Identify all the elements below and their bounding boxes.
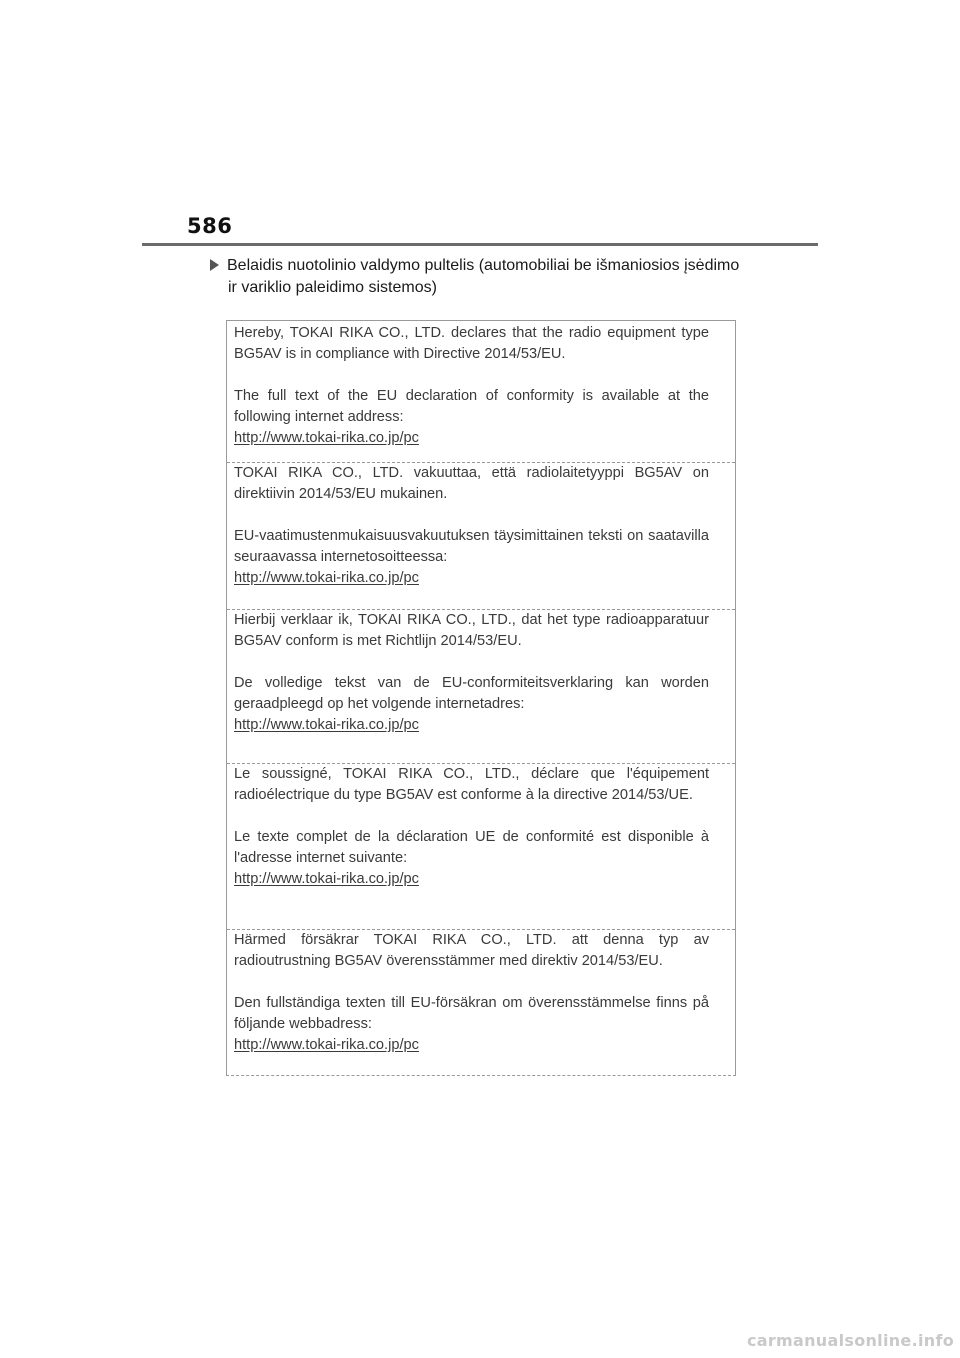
header-rule bbox=[142, 243, 818, 246]
declaration-statement: Hereby, TOKAI RIKA CO., LTD. declares that the radio equipment type BG5AV is in compliance with Directive 2014/53/EU. bbox=[234, 325, 709, 362]
declaration-statement: Härmed försäkrar TOKAI RIKA CO., LTD. att denna typ av radioutrustning BG5AV överensstämmer med direktiv 2014/53/EU. bbox=[234, 932, 709, 969]
declaration-statement: Hierbij verklaar ik, TOKAI RIKA CO., LTD., dat het type radioapparatuur BG5AV conform is met Richtlijn 2014/53/EU. bbox=[234, 612, 709, 649]
declaration-english bbox=[227, 323, 735, 449]
declaration-availability: De volledige tekst van de EU-conformiteitsverklaring kan worden geraadpleegd op het volgende internetadres: bbox=[234, 675, 709, 712]
watermark: carmanualsonline.info bbox=[746, 1331, 954, 1350]
declaration-swedish bbox=[227, 929, 735, 1056]
section-heading bbox=[210, 255, 770, 299]
page-number: 586 bbox=[187, 214, 233, 238]
declaration-statement: Le soussigné, TOKAI RIKA CO., LTD., déclare que l'équipement radioélectrique du type BG5AV est conforme à la directive 2014/53/UE. bbox=[234, 766, 709, 803]
declaration-availability: Den fullständiga texten till EU-försäkran om överensstämmelse finns på följande webbadress: bbox=[234, 995, 709, 1032]
declaration-availability: The full text of the EU declaration of conformity is available at the following internet address: bbox=[234, 388, 709, 425]
declaration-box bbox=[226, 320, 736, 1076]
declaration-availability: EU-vaatimustenmukaisuusvakuutuksen täysimittainen teksti on saatavilla seuraavassa internetosoitteessa: bbox=[234, 528, 709, 565]
declaration-availability: Le texte complet de la déclaration UE de conformité est disponible à l'adresse internet suivante: bbox=[234, 829, 709, 866]
declaration-link[interactable]: http://www.tokai-rika.co.jp/pc bbox=[234, 430, 419, 446]
heading-line-1: Belaidis nuotolinio valdymo pultelis (automobiliai be išmaniosios įsėdimo bbox=[227, 257, 740, 274]
declaration-link[interactable]: http://www.tokai-rika.co.jp/pc bbox=[234, 717, 419, 733]
heading-line-2: ir variklio paleidimo sistemos) bbox=[228, 279, 437, 296]
declaration-statement: TOKAI RIKA CO., LTD. vakuuttaa, että radiolaitetyyppi BG5AV on direktiivin 2014/53/EU mukainen. bbox=[234, 465, 709, 502]
declaration-link[interactable]: http://www.tokai-rika.co.jp/pc bbox=[234, 570, 419, 586]
declaration-french bbox=[227, 763, 735, 890]
declaration-link[interactable]: http://www.tokai-rika.co.jp/pc bbox=[234, 1037, 419, 1053]
declaration-dutch bbox=[227, 609, 735, 736]
declaration-link[interactable]: http://www.tokai-rika.co.jp/pc bbox=[234, 871, 419, 887]
triangle-bullet-icon bbox=[210, 259, 219, 271]
declaration-finnish bbox=[227, 462, 735, 589]
